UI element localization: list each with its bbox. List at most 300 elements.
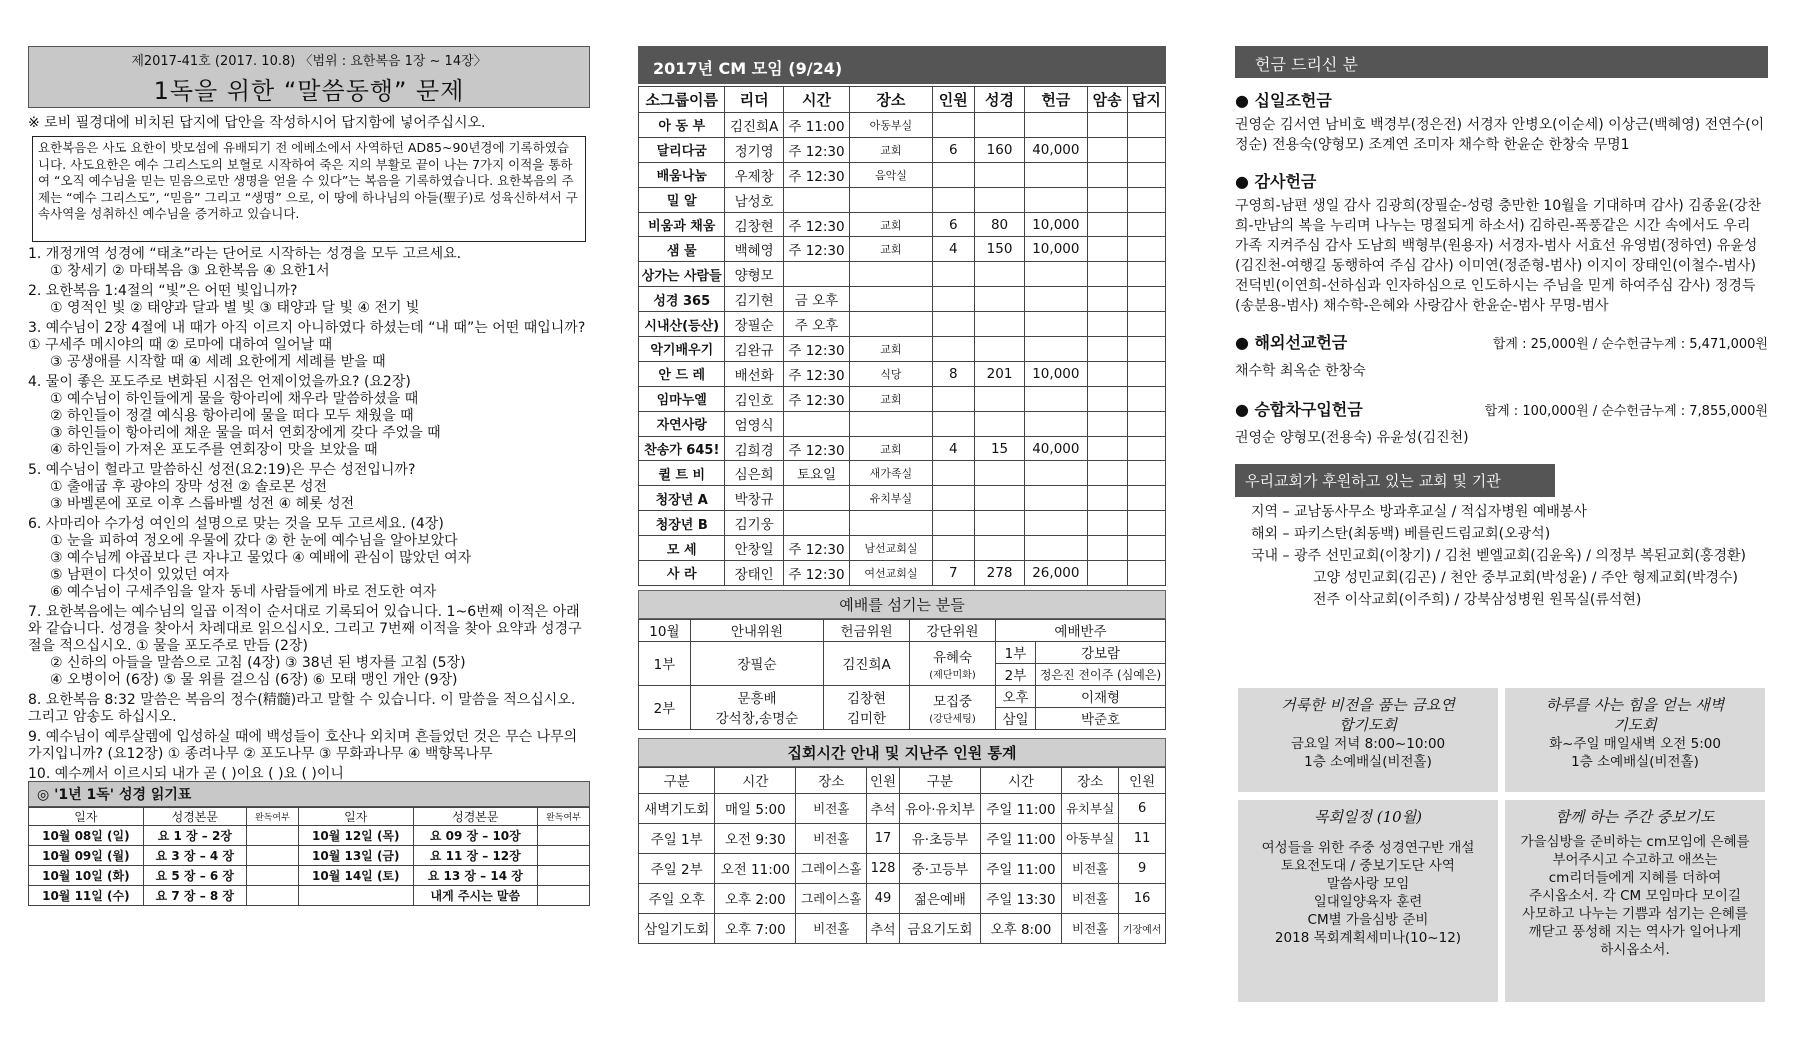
w-r1-e: 1부 <box>996 641 1036 663</box>
cm-cell <box>1025 386 1087 411</box>
meeting-cell: 6 <box>1119 793 1166 823</box>
cm-cell: 주 12:30 <box>783 162 849 187</box>
pastoral-schedule-title: 목회일정 (10월) <box>1313 808 1422 826</box>
cm-cell: 박창규 <box>725 486 783 511</box>
meeting-cell: 아동부실 <box>1061 823 1118 853</box>
support-line: 고양 성민교회(김곤) / 천안 중부교회(박성윤) / 주안 형제교회(박경수) <box>1313 570 1738 586</box>
quiz-note: ※ 로비 필경대에 비치된 답지에 답안을 작성하시어 답지함에 넣어주십시오. <box>28 115 486 131</box>
cm-row <box>639 461 1166 486</box>
cm-cell <box>932 411 974 436</box>
cm-cell: 장필순 <box>725 312 783 337</box>
question-item <box>28 374 590 459</box>
cm-cell: 교회 <box>850 436 932 461</box>
cm-row <box>639 511 1166 536</box>
worship-title: 예배를 섬기는 분들 <box>638 590 1166 619</box>
reading-cell: 10월 11일 (수) <box>29 886 144 906</box>
cm-cell: 교회 <box>850 237 932 262</box>
offering-title: 헌금 드리신 분 <box>1235 46 1768 78</box>
question-option: ③ 바벨론에 포로 이후 스룹바벨 성전 ④ 헤롯 성전 <box>50 496 355 512</box>
meeting-cell: 매일 5:00 <box>715 793 796 823</box>
cm-cell <box>783 511 849 536</box>
question-item <box>28 320 590 371</box>
question-item <box>28 604 590 689</box>
cm-cell <box>1025 411 1087 436</box>
meeting-cell: 비전홀 <box>796 913 867 943</box>
meeting-cell: 유아·유치부 <box>899 793 980 823</box>
question-text: 5. 예수님이 헐라고 말씀하신 성전(요2:19)은 무슨 성전입니까? <box>28 462 416 478</box>
w-r1-d2: (제단미화) <box>929 669 976 681</box>
cm-cell: 10,000 <box>1025 361 1087 386</box>
cm-cell: 장태인 <box>725 561 783 586</box>
cm-cell: 배움나눔 <box>639 162 725 187</box>
cm-cell <box>1087 337 1127 362</box>
reading-cell <box>246 826 298 846</box>
cm-cell: 사 라 <box>639 561 725 586</box>
cm-cell: 10,000 <box>1025 212 1087 237</box>
cm-cell <box>974 162 1024 187</box>
intercession-line5: 사모하고 나누는 기쁨과 섬기는 은혜를 <box>1522 906 1748 922</box>
cm-cell <box>1127 162 1165 187</box>
pastoral-line3: 말씀사랑 모임 <box>1326 876 1410 892</box>
intercession-title: 함께 하는 주간 중보기도 <box>1555 808 1715 826</box>
cm-cell: 성경 365 <box>639 287 725 312</box>
cm-cell: 교회 <box>850 337 932 362</box>
quiz-intro: 요한복음은 사도 요한이 밧모섬에 유배되기 전 에베소에서 사역하던 AD85~90년경에 기록하였습니다. 사도요한은 예수 그리스도의 보혈로 시작하여 죽은 지의 부활로 끝이 나는 7가지 이적을 통하여 “오직 예수님을 믿는 믿음으로만 생명을 얻을 수 있다”는 복음을 기록하였습니다. 요한복음의 주제는 “예수 그리스도”, “믿음” 그리고 “생명” 으로, 이 땅에 하나님의 아들(聖子)로 성육신하셔서 구속사역을 성취하신 예수님을 증거하고 있습니다. <box>32 136 586 242</box>
cm-cell: 201 <box>974 361 1024 386</box>
cm-cell: 6 <box>932 212 974 237</box>
support-title: 우리교회가 후원하고 있는 교회 및 기관 <box>1235 464 1555 497</box>
cm-cell: 주 오후 <box>783 312 849 337</box>
cm-cell: 여선교회실 <box>850 561 932 586</box>
cm-cell <box>1087 511 1127 536</box>
cm-cell: 남선교회실 <box>850 536 932 561</box>
worship-table <box>638 619 1166 730</box>
friday-prayer-line2: 1층 소예배실(비전홀) <box>1304 754 1432 770</box>
w-r1-d1: 유혜숙 <box>932 649 973 666</box>
w-r1-c: 김진희A <box>824 641 910 685</box>
cm-cell <box>974 287 1024 312</box>
question-option: ① 예수님이 하인들에게 물을 항아리에 채우라 말씀하셨을 때 <box>50 391 419 407</box>
cm-cell: 배선화 <box>725 361 783 386</box>
cm-cell: 주 11:00 <box>783 113 849 138</box>
cm-header-cell: 장소 <box>850 87 932 113</box>
cm-cell: 김희경 <box>725 436 783 461</box>
cm-cell <box>1127 113 1165 138</box>
meeting-cell: 주일 2부 <box>639 853 715 883</box>
cm-cell: 악기배우기 <box>639 337 725 362</box>
cm-cell: 80 <box>974 212 1024 237</box>
pastoral-line5: CM별 가을심방 준비 <box>1307 912 1429 928</box>
cm-cell <box>1087 312 1127 337</box>
cm-cell <box>932 187 974 212</box>
cm-cell <box>932 337 974 362</box>
question-text: 8. 요한복음 8:32 말씀은 복음의 정수(精髓)라고 말할 수 있습니다. 이 말씀을 적으십시오. 그리고 암송도 하십시오. <box>28 692 576 725</box>
cm-cell <box>1025 262 1087 287</box>
cm-cell: 자연사랑 <box>639 411 725 436</box>
cm-row <box>639 361 1166 386</box>
w-r1-d <box>910 641 996 685</box>
cm-cell <box>850 262 932 287</box>
cm-cell: 비움과 채움 <box>639 212 725 237</box>
reading-row <box>29 826 590 846</box>
meeting-cell: 오전 11:00 <box>715 853 796 883</box>
cm-row <box>639 187 1166 212</box>
meeting-cell: 중·고등부 <box>899 853 980 883</box>
meeting-cell: 비전홀 <box>796 823 867 853</box>
cm-cell <box>783 187 849 212</box>
cm-header-cell: 시간 <box>783 87 849 113</box>
meeting-title: 집회시간 안내 및 지난주 인원 통계 <box>638 738 1166 767</box>
cm-cell <box>932 287 974 312</box>
cm-cell: 안 드 레 <box>639 361 725 386</box>
cm-row <box>639 337 1166 362</box>
meeting-header-cell: 구분 <box>639 767 715 793</box>
cm-cell: 6 <box>932 137 974 162</box>
cm-cell <box>1127 212 1165 237</box>
question-option: ① 눈을 피하여 정오에 우물에 갔다 ② 한 눈에 예수님을 알아보았다 <box>50 533 458 549</box>
thanks-names: 구영희-남편 생일 감사 김광희(장필순-성령 충만한 10월을 기대하며 감사) 김종윤(강찬희-만남의 복을 누리며 나누는 명절되게 하소서) 김하린-폭풍같은 시간 속에서도 우리 가족 지켜주심 감사 도남희 백형부(원용자) 서경자-범사 서효선 유영범(정하연) 유윤성(김진천-여행길 동행하여 주심 감사) 이미연(정준형-범사) 이지이 장태인(이철수-범사) 전덕빈(이연희-선하심과 인자하심으로 인도하시는 주님을 믿게 하여주심 감사) 정경득(송분용-범사) 채수학-은혜와 사랑감사 한윤순-범사 무명-범사 <box>1235 198 1762 314</box>
meeting-row <box>639 913 1166 943</box>
cm-cell <box>1127 137 1165 162</box>
cm-cell <box>1127 511 1165 536</box>
meeting-cell: 17 <box>867 823 900 853</box>
cm-column <box>638 46 1166 944</box>
cm-cell <box>850 312 932 337</box>
question-option: ④ 하인들이 가져온 포도주를 연회장이 맛을 보았을 때 <box>50 442 378 458</box>
cm-row <box>639 436 1166 461</box>
meeting-cell: 주일 11:00 <box>980 853 1061 883</box>
reading-cell: 10월 09일 (월) <box>29 846 144 866</box>
cm-cell: 유치부실 <box>850 486 932 511</box>
intercession-line6: 깨닫고 풍성해 지는 역사가 일어나게 <box>1528 924 1742 940</box>
intercession-line2: 부어주시고 수고하고 애쓰는 <box>1552 852 1718 868</box>
reading-header-row <box>29 808 590 826</box>
cm-cell <box>974 312 1024 337</box>
thanks-heading: ● 감사헌금 <box>1235 172 1317 191</box>
cm-cell <box>1127 361 1165 386</box>
w-r1-a: 1부 <box>639 641 691 685</box>
cm-cell <box>1025 461 1087 486</box>
cm-cell: 주 12:30 <box>783 212 849 237</box>
reading-cell: 10월 10일 (화) <box>29 866 144 886</box>
w-r1-f: 강보람 <box>1036 641 1166 663</box>
cm-cell: 7 <box>932 561 974 586</box>
meeting-cell: 유·초등부 <box>899 823 980 853</box>
cm-cell <box>1087 561 1127 586</box>
cm-cell <box>1025 536 1087 561</box>
cm-row <box>639 312 1166 337</box>
meeting-cell: 추석 <box>867 913 900 943</box>
w-r1b-b: 정은진 전이주 (심예은) <box>1036 663 1166 685</box>
cm-cell <box>1025 162 1087 187</box>
meeting-cell: 유치부실 <box>1061 793 1118 823</box>
w-r2b-a: 삼일 <box>996 707 1036 729</box>
cm-cell <box>932 536 974 561</box>
question-text: 1. 개정개역 성경에 “태초”라는 단어로 시작하는 성경을 모두 고르세요. <box>28 246 462 262</box>
cm-row <box>639 113 1166 138</box>
cm-cell <box>1087 113 1127 138</box>
intercession-line7: 하시옵소서. <box>1600 942 1670 958</box>
dawn-prayer-title: 하루를 사는 힘을 얻는 새벽기도회 <box>1545 696 1725 734</box>
w-r2-b1: 문흥배 <box>737 691 777 708</box>
cm-header-cell: 소그룹이름 <box>639 87 725 113</box>
cm-cell: 안창일 <box>725 536 783 561</box>
cm-cell <box>1127 287 1165 312</box>
cm-cell <box>783 486 849 511</box>
meeting-cell: 9 <box>1119 853 1166 883</box>
question-item <box>28 283 590 317</box>
reading-cell <box>246 846 298 866</box>
question-option: ⑤ 남편이 다섯이 있었던 여자 <box>50 567 230 583</box>
meeting-table <box>638 767 1166 944</box>
cm-cell <box>974 113 1024 138</box>
reading-cell: 요 09 장 – 10장 <box>413 826 537 846</box>
question-item <box>28 516 590 601</box>
cm-cell <box>974 461 1024 486</box>
cm-cell <box>932 113 974 138</box>
meeting-row <box>639 853 1166 883</box>
cm-cell: 밀 알 <box>639 187 725 212</box>
cm-cell: 김창현 <box>725 212 783 237</box>
cm-cell: 임마누엘 <box>639 386 725 411</box>
w-h-month: 10월 <box>639 619 691 641</box>
reading-row <box>29 866 590 886</box>
meeting-row <box>639 793 1166 823</box>
cm-cell <box>974 386 1024 411</box>
cm-cell: 청장년 A <box>639 486 725 511</box>
cm-cell <box>1127 337 1165 362</box>
w-r2-c2: 김미한 <box>846 711 887 728</box>
meeting-cell: 주일 오후 <box>639 883 715 913</box>
question-list <box>28 246 590 781</box>
meeting-cell: 비전홀 <box>1061 883 1118 913</box>
cm-row <box>639 237 1166 262</box>
meeting-cell: 새벽기도회 <box>639 793 715 823</box>
meeting-cell: 오전 9:30 <box>715 823 796 853</box>
w-r2-e: 오후 <box>996 685 1036 707</box>
cm-cell <box>1087 386 1127 411</box>
cm-cell <box>1127 386 1165 411</box>
meeting-cell: 주일 11:00 <box>980 793 1061 823</box>
cm-cell: 백혜영 <box>725 237 783 262</box>
cm-cell: 찬송가 645! <box>639 436 725 461</box>
cm-header-cell: 헌금 <box>1025 87 1087 113</box>
reading-header-cell: 성경본문 <box>143 808 246 826</box>
cm-cell <box>974 337 1024 362</box>
cm-cell <box>1127 436 1165 461</box>
question-text: 2. 요한복음 1:4절의 “빛”은 어떤 빛입니까? <box>28 283 298 299</box>
cm-cell <box>1025 486 1087 511</box>
quiz-column <box>28 46 590 906</box>
cm-cell <box>974 511 1024 536</box>
meeting-cell: 그레이스홀 <box>796 853 867 883</box>
cm-header-cell: 리더 <box>725 87 783 113</box>
cm-cell: 달리다굼 <box>639 137 725 162</box>
cm-cell: 주 12:30 <box>783 386 849 411</box>
cm-cell: 김인호 <box>725 386 783 411</box>
cm-cell <box>932 312 974 337</box>
cm-cell <box>1127 411 1165 436</box>
cm-cell: 10,000 <box>1025 237 1087 262</box>
reading-cell: 요 3 장 – 4 장 <box>143 846 246 866</box>
cm-cell <box>1127 187 1165 212</box>
w-r2-d <box>910 685 996 729</box>
meeting-row <box>639 823 1166 853</box>
question-option: ③ 예수님께 야곱보다 큰 자냐고 물었다 ④ 예배에 관심이 많았던 여자 <box>50 550 472 566</box>
cm-cell: 아동부실 <box>850 113 932 138</box>
cm-cell <box>1127 536 1165 561</box>
cm-cell <box>1025 312 1087 337</box>
question-option: ② 신하의 아들을 말씀으로 고침 (4장) ③ 38년 된 병자를 고침 (5장) <box>50 655 466 671</box>
cm-cell <box>1127 237 1165 262</box>
question-item <box>28 462 590 513</box>
cm-cell <box>1127 561 1165 586</box>
reading-cell: 요 7 장 – 8 장 <box>143 886 246 906</box>
cm-cell <box>1087 287 1127 312</box>
cm-cell: 150 <box>974 237 1024 262</box>
w-r1-b: 장필순 <box>690 641 823 685</box>
w-r2b-b: 박준호 <box>1036 707 1166 729</box>
cm-cell: 주 12:30 <box>783 561 849 586</box>
reading-title: ◎ '1년 1독' 성경 읽기표 <box>28 781 590 807</box>
meeting-cell: 삼일기도회 <box>639 913 715 943</box>
reading-cell <box>538 886 590 906</box>
question-option: ③ 공생애를 시작할 때 ④ 세례 요한에게 세례를 받을 때 <box>50 354 386 370</box>
cm-cell <box>932 262 974 287</box>
cm-cell <box>974 187 1024 212</box>
cm-table <box>638 86 1166 586</box>
cm-cell <box>1087 137 1127 162</box>
van-names: 권영순 양형모(전용숙) 유윤성(김진천) <box>1235 430 1469 446</box>
w-r2-a: 2부 <box>639 685 691 729</box>
cm-cell: 교회 <box>850 137 932 162</box>
cm-row <box>639 137 1166 162</box>
reading-header-cell: 일자 <box>298 808 413 826</box>
cm-row <box>639 411 1166 436</box>
cm-cell <box>1087 262 1127 287</box>
cm-cell <box>1087 212 1127 237</box>
w-r2-f: 이재형 <box>1036 685 1166 707</box>
cm-cell: 40,000 <box>1025 137 1087 162</box>
meeting-cell: 비전홀 <box>1061 853 1118 883</box>
question-item <box>28 729 590 763</box>
cm-cell <box>1025 113 1087 138</box>
cm-cell: 주 12:30 <box>783 536 849 561</box>
question-text: 3. 예수님이 2장 4절에 내 때가 아직 이르지 아니하였다 하셨는데 “내 때”는 어떤 때입니까? ① 구세주 메시야의 때 ② 로마에 대하여 일어날 때 <box>28 320 586 353</box>
cm-cell <box>974 411 1024 436</box>
meeting-cell: 비전홀 <box>1061 913 1118 943</box>
meeting-cell: 주일 13:30 <box>980 883 1061 913</box>
meeting-header-row <box>639 767 1166 793</box>
meeting-row <box>639 883 1166 913</box>
reading-cell <box>246 886 298 906</box>
cm-cell: 남성호 <box>725 187 783 212</box>
reading-header-cell: 완독여부 <box>538 808 590 826</box>
cm-row <box>639 536 1166 561</box>
quiz-title: 1독을 위한 “말씀동행” 문제 <box>153 77 465 105</box>
cm-cell <box>1087 237 1127 262</box>
cm-row <box>639 162 1166 187</box>
dawn-prayer-box <box>1505 688 1765 792</box>
cm-cell <box>974 536 1024 561</box>
support-list <box>1235 501 1768 611</box>
reading-cell <box>246 866 298 886</box>
cm-cell: 주 12:30 <box>783 436 849 461</box>
cm-cell <box>1025 511 1087 536</box>
reading-table <box>28 807 590 906</box>
reading-cell: 10월 12일 (목) <box>298 826 413 846</box>
reading-cell: 요 1 장 – 2장 <box>143 826 246 846</box>
meeting-cell: 금요기도회 <box>899 913 980 943</box>
meeting-header-cell: 장소 <box>1061 767 1118 793</box>
cm-cell: 심은희 <box>725 461 783 486</box>
van-heading: ● 승합차구입헌금 <box>1235 400 1363 419</box>
cm-cell <box>783 262 849 287</box>
cm-cell <box>850 411 932 436</box>
intercession-line4: 주시옵소서. 각 CM 모임마다 모이길 <box>1528 888 1742 904</box>
cm-cell: 우제창 <box>725 162 783 187</box>
cm-cell: 퀼 트 비 <box>639 461 725 486</box>
tithe-heading: ● 십일조헌금 <box>1235 91 1332 110</box>
van-sum: 합계 : 100,000원 / 순수헌금누계 : 7,855,000원 <box>1484 404 1768 419</box>
meeting-cell: 주일 1부 <box>639 823 715 853</box>
reading-cell: 10월 14일 (토) <box>298 866 413 886</box>
mission-row <box>1235 330 1768 353</box>
meeting-cell: 오후 2:00 <box>715 883 796 913</box>
cm-cell: 청장년 B <box>639 511 725 536</box>
cm-cell <box>932 511 974 536</box>
pastoral-line6: 2018 목회계획세미나(10~12) <box>1274 930 1462 946</box>
meeting-header-cell: 시간 <box>715 767 796 793</box>
friday-prayer-line1: 금요일 저녁 8:00~10:00 <box>1290 736 1446 752</box>
cm-cell: 정기영 <box>725 137 783 162</box>
cm-cell <box>850 187 932 212</box>
cm-cell: 양형모 <box>725 262 783 287</box>
cm-cell: 김기현 <box>725 287 783 312</box>
cm-cell: 금 오후 <box>783 287 849 312</box>
reading-cell: 요 13 장 – 14 장 <box>413 866 537 886</box>
question-option: ① 영적인 빛 ② 태양과 달과 별 빛 ③ 태양과 달 빛 ④ 전기 빛 <box>50 300 420 316</box>
pastoral-line1: 여성들을 위한 주중 성경연구반 개설 <box>1261 840 1475 856</box>
question-text: 10. 예수께서 이르시되 내가 곧 ( )이요 ( )요 ( )이니 <box>28 766 344 781</box>
cm-row <box>639 386 1166 411</box>
van-row <box>1235 397 1768 420</box>
cm-cell: 식당 <box>850 361 932 386</box>
w-r2-d2: (강단세팅) <box>929 713 976 725</box>
cm-cell <box>1087 361 1127 386</box>
cm-cell: 주 12:30 <box>783 237 849 262</box>
cm-cell <box>932 486 974 511</box>
cm-cell: 김진희A <box>725 113 783 138</box>
mission-names: 채수학 최옥순 한창숙 <box>1235 363 1366 379</box>
issue-line: 제2017-41호 (2017. 10.8) 〈범위 : 요한복음 1장 ~ 14장〉 <box>131 54 487 69</box>
reading-row <box>29 846 590 866</box>
cm-cell <box>974 262 1024 287</box>
cm-header-row <box>639 87 1166 113</box>
cm-cell: 교회 <box>850 386 932 411</box>
question-option: ⑥ 예수님이 구세주임을 알자 동네 사람들에게 바로 전도한 여자 <box>50 584 437 600</box>
friday-prayer-box <box>1238 688 1498 792</box>
cm-cell <box>1087 187 1127 212</box>
cm-cell: 4 <box>932 237 974 262</box>
reading-cell: 요 5 장 – 6 장 <box>143 866 246 886</box>
meeting-cell: 기장예서 <box>1119 913 1166 943</box>
support-line: 지역 – 교남동사무소 방과후교실 / 적십자병원 예배봉사 <box>1251 504 1587 520</box>
cm-cell: 26,000 <box>1025 561 1087 586</box>
cm-cell: 김완규 <box>725 337 783 362</box>
cm-cell <box>1087 411 1127 436</box>
meeting-cell: 젊은예배 <box>899 883 980 913</box>
